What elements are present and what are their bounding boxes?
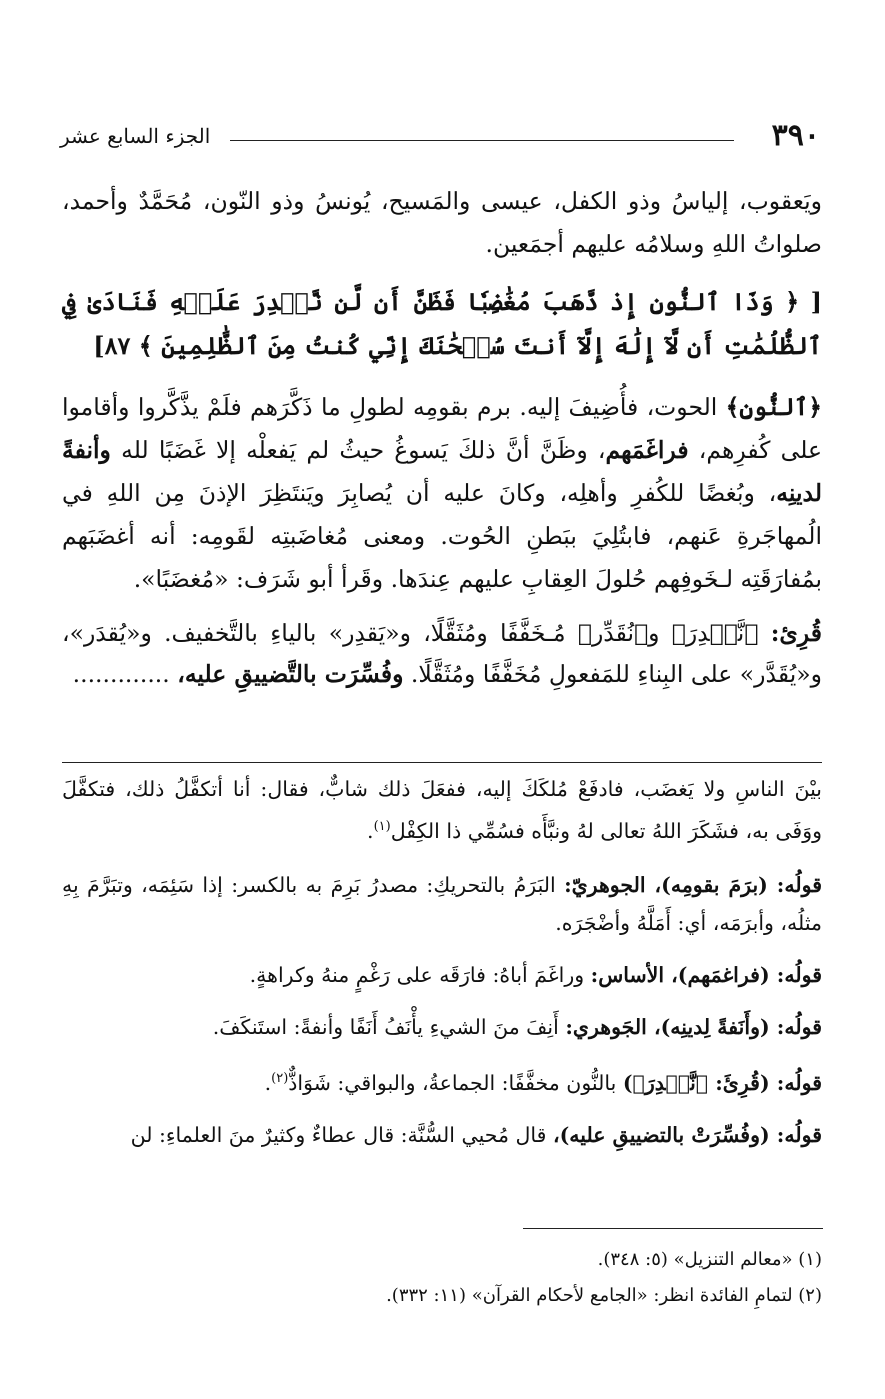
paragraph-prophets: ويَعقوب، إلياسُ وذو الكفل، عيسى والمَسيح، يُونسُ وذو النّون، مُحَمَّدٌ وأحمد، صلواتُ اللهِ وسلامُه عليهم أجمَعين.: [62, 187, 822, 258]
commentary-raghama: قولُه: (فراغمَهم)، الأساس: وراغَمَ أباهُ: فارَقَه على رَغْمٍ منهُ وكراهةٍ.: [249, 962, 822, 987]
commentary-tadyiq: قولُه: (وفُسِّرَتْ بالتضييقِ عليه)، قال مُحيي السُّنَّة: قال عطاءٌ وكثيرٌ منَ العلماءِ: لن: [130, 1122, 822, 1147]
commentary: [62, 770, 822, 1154]
header-rule: [230, 140, 734, 141]
quran-verse: [ ﴿ وَذَا ٱلنُّونِ إِذ ذَّهَبَ مُغَٰضِبٗا فَظَنَّ أَن لَّن نَّقۡدِرَ عَلَيۡهِ فَنَادَىٰ فِي ٱلظُّلُمَٰتِ أَن لَّآ إِلَٰهَ إِلَّآ أَنتَ سُبۡحَٰنَكَ إِنِّي كُنتُ مِنَ ٱلظَّٰلِمِينَ ﴾ ٨٧]: [62, 287, 822, 360]
footnote-ref-2: (٢): [271, 1070, 289, 1086]
commentary-divider: [62, 762, 822, 763]
footnote-ref-1: (١): [373, 819, 391, 834]
footnote-2: (٢) لتمامِ الفائدة انظر: «الجامع لأحكام القرآن» (١١: ٣٣٢).: [386, 1285, 822, 1306]
commentary-kifl: بيْنَ الناسِ ولا يَغضَب، فادفَعْ مُلكَكَ إليه، ففعَلَ ذلك شابٌّ، فقال: أنا أتكفَّلُ ذلك، فتكفَّلَ ووَفَى به، فشَكَرَ اللهُ تعالى لهُ ونبَّأَه فسُمِّي ذا الكِفْل$^{(١)}$.: [62, 777, 822, 843]
paragraph-readings: قُرِئ: ﴿نَّقۡدِرَ﴾ و﴿نُقَدِّر﴾ مُـخَفَّفًا ومُثَقَّلًا، و«يَقدِر» بالياءِ بالتَّخفيف. و«يُقدَر»، و«يُقَدَّر» على البِناءِ للمَفعولِ مُخَفَّفًا ومُثَقَّلًا. وفُسِّرَت بالتَّضييقِ عليه، .............: [62, 619, 822, 688]
main-text: [62, 180, 822, 695]
footnotes: [62, 1244, 822, 1312]
volume-title: الجزء السابع عشر: [60, 124, 211, 148]
footnote-1: (١) «معالم التنزيل» (٥: ٣٤٨).: [597, 1249, 822, 1270]
commentary-qira: قولُه: (قُرِئَ: ﴿نَّقۡدِرَ﴾) بالنُّون مخفَّفًا: الجماعةُ، والبواقي: شَوَاذٌّ$^{(٢)}$.: [264, 1070, 822, 1095]
commentary-baram: قولُه: (برَمَ بقومِه)، الجوهريّ: البَرَمُ بالتحريكِ: مصدرُ بَرِمَ به بالكسر: إذا سَئِمَه، وتبَرَّمَ بِهِ مثلُه، وأبرَمَه، أي: أَمَلَّهُ وأضْجَرَه.: [62, 872, 823, 935]
commentary-anafa: قولُه: (وأَنَفةً لِدينِه)، الجَوهري: أَنِفَ منَ الشيءِ يأْنَفُ أَنَفًا وأنفةً: استَنكَفَ.: [212, 1014, 822, 1039]
quran-word-nun: ﴿ٱلنُّونِ﴾: [725, 393, 822, 421]
paragraph-nun: ﴿ٱلنُّونِ﴾ الحوت، فأُضِيفَ إليه. برم بقومِه لطولِ ما ذَكَّرَهم فلَمْ يذَّكَّروا وأقاموا على كُفرِهم، فراغَمَهم، وظَنَّ أنَّ ذلكَ يَسوغُ حيثُ لم يَفعلْه إلا غَضَبًا لله وأنفةً لدينِه، وبُغضًا للكُفرِ وأهلِه، وكانَ عليه أن يُصابِرَ ويَنتَظِرَ الإذنَ مِن اللهِ في الُمهاجَرةِ عَنهم، فابتُلِيَ ببَطنِ الحُوت. ومعنى مُغاضَبتِه لقَومِه: أنه أغضَبَهم بمُفارَقَتِه لـخَوفِهم حُلولَ العِقابِ عليهم عِندَها. وقَرأ أبو شَرَف: «مُغضَبًا».: [62, 393, 822, 593]
footnote-divider: [523, 1228, 823, 1229]
page-header: [60, 118, 820, 154]
page-number: ٣٩٠: [771, 118, 820, 153]
